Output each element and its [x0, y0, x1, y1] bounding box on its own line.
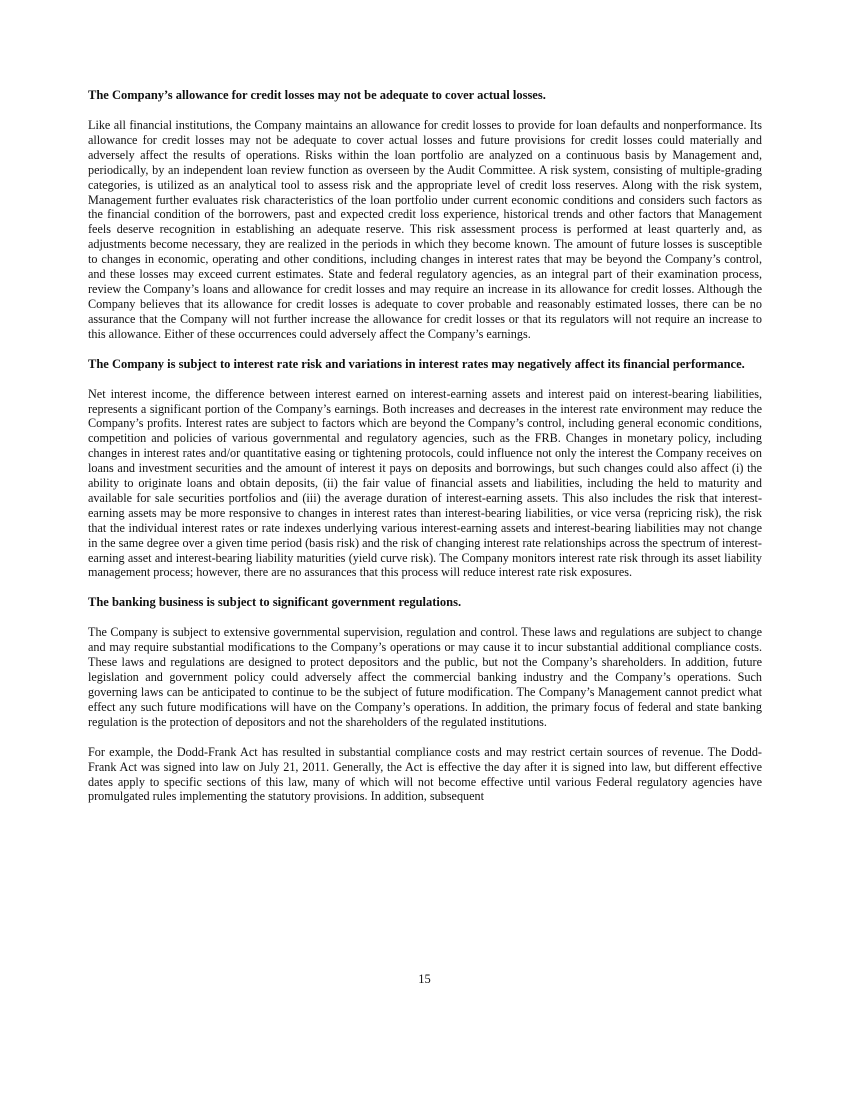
- section-paragraph: Like all financial institutions, the Company maintains an allowance for credit losses to provide for loan defaults and nonperformance. Its allowance for credit losses may not be adequate to cover actual losses and future provisions for credit losses could materially and adversely affect the results of operations. Risks within the loan portfolio are analyzed on a continuous basis by Management and, periodically, by an independent loan review function as overseen by the Audit Committee. A risk system, consisting of multiple-grading categories, is utilized as an analytical tool to assess risk and the appropriate level of credit loss reserves. Along with the risk system, Management further evaluates risk characteristics of the loan portfolio under current economic conditions and considers such factors as the financial condition of the borrowers, past and expected credit loss experience, historical trends and other factors that Management feels deserve recognition in establishing an adequate reserve. This risk assessment process is performed at least quarterly and, as adjustments become necessary, they are realized in the periods in which they become known. The amount of future losses is susceptible to changes in economic, operating and other conditions, including changes in interest rates that may be beyond the Company’s control, and these losses may exceed current estimates. State and federal regulatory agencies, as an integral part of their examination process, review the Company’s loans and allowance for credit losses and may require an increase in its allowance for credit losses. Although the Company believes that its allowance for credit losses is adequate to cover probable and reasonably estimated losses, there can be no assurance that the Company will not further increase the allowance for credit losses or that its regulators will not require an increase to this allowance. Either of these occurrences could adversely affect the Company’s earnings.: [88, 118, 762, 341]
- section-interest-rate-risk: [88, 357, 762, 581]
- section-heading: The Company’s allowance for credit losses may not be adequate to cover actual losses.: [88, 88, 546, 102]
- section-paragraph: The Company is subject to extensive governmental supervision, regulation and control. These laws and regulations are subject to change and may require substantial modifications to the Company’s operations or may cause it to incur substantial additional compliance costs. These laws and regulations are designed to protect depositors and the public, but not the Company’s shareholders. In addition, future legislation and government policy could adversely affect the commercial banking industry and the Company’s operations. Such governing laws can be anticipated to continue to be the subject of future modification. The Company’s Management cannot predict what effect any such future modifications will have on the Company’s operations. In addition, the primary focus of federal and state banking regulation is the protection of depositors and not the shareholders of the regulated institutions.: [88, 625, 762, 729]
- section-heading: The banking business is subject to significant government regulations.: [88, 595, 462, 610]
- section-paragraph: Net interest income, the difference between interest earned on interest-earning assets and interest paid on interest-bearing liabilities, represents a significant portion of the Company’s earnings. Both increases and decreases in the interest rate environment may reduce the Company’s profits. Interest rates are subject to factors which are beyond the Company’s control, including general economic conditions, competition and policies of various governmental and regulatory agencies, such as the FRB. Changes in monetary policy, including changes in interest rates and/or quantitative easing or tightening protocols, could influence not only the interest the Company receives on loans and investment securities and the amount of interest it pays on deposits and borrowings, but such changes could also affect (i) the ability to originate loans and obtain deposits, (ii) the fair value of financial assets and liabilities, including the held to maturity and available for sale securities portfolios and (iii) the average duration of interest-earning assets. This also includes the risk that interest-earning assets may be more responsive to changes in interest rates than interest-bearing liabilities, or vice versa (repricing risk), the risk that the individual interest rates or rate indexes underlying various interest-earning assets and interest-bearing liabilities may not change in the same degree over a given time period (basis risk) and the risk of changing interest rate relationships across the spectrum of interest-earning asset and interest-bearing liability maturities (yield curve risk). The Company monitors interest rate risk through its asset liability management process; however, there are no assurances that this process will reduce interest rate risk exposures.: [88, 386, 762, 580]
- section-heading: The Company is subject to interest rate risk and variations in interest rates may negatively affect its financial performance.: [88, 356, 745, 371]
- document-page: [88, 88, 762, 819]
- section-government-regulations: [88, 595, 762, 804]
- page-number: 15: [418, 972, 431, 986]
- section-paragraph: For example, the Dodd-Frank Act has resulted in substantial compliance costs and may restrict certain sources of revenue. The Dodd-Frank Act was signed into law on July 21, 2011. Generally, the Act is effective the day after it is signed into law, but different effective dates apply to specific sections of this law, many of which will not become effective until various Federal regulatory agencies have promulgated rules implementing the statutory provisions. In addition, subsequent: [88, 744, 762, 804]
- section-allowance-credit-losses: [88, 88, 762, 342]
